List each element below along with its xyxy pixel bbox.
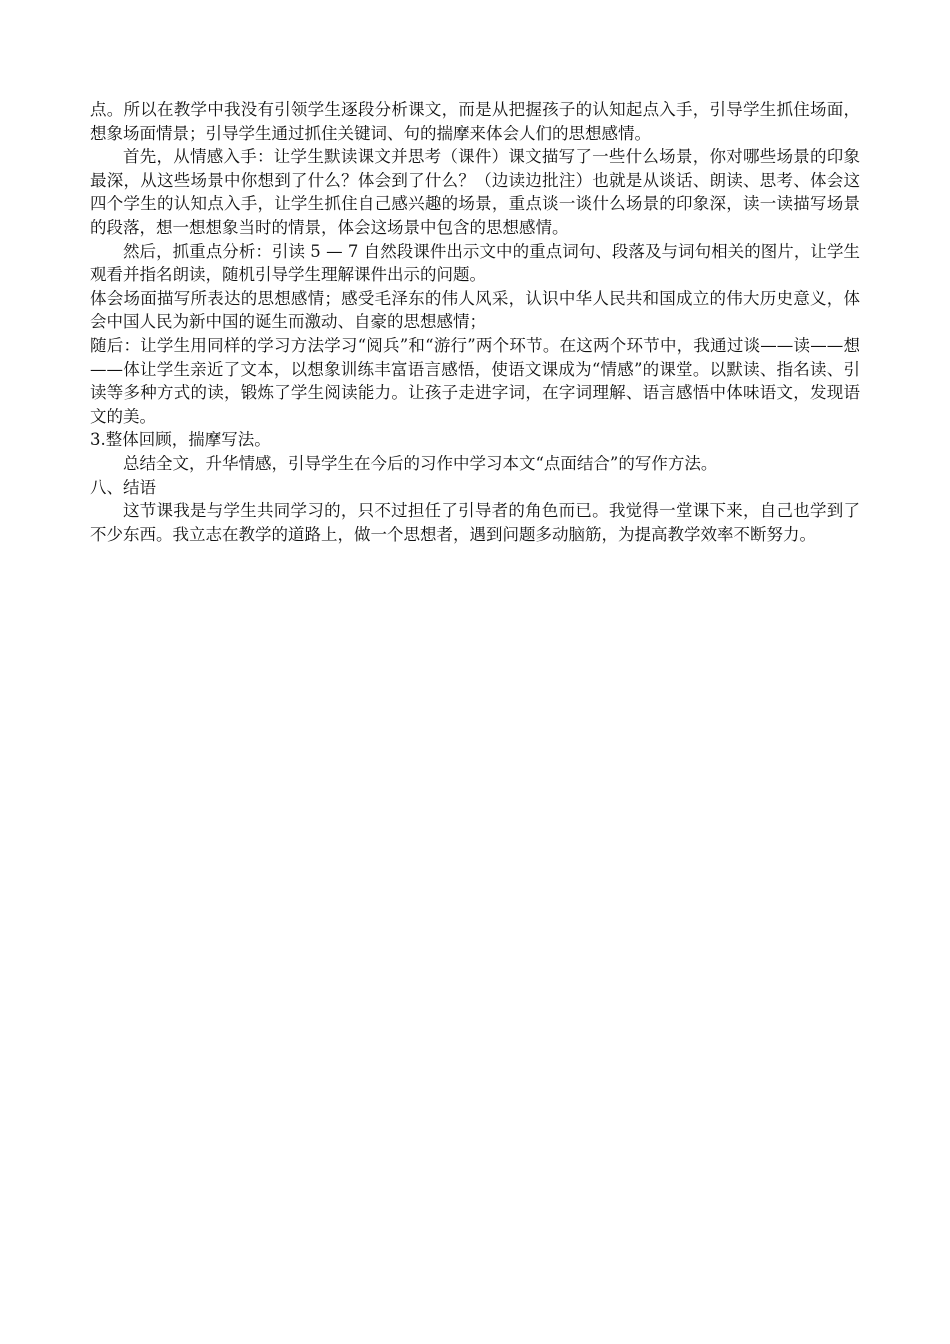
paragraph-scene-feelings: 体会场面描写所表达的思想感情；感受毛泽东的伟人风采，认识中华人民共和国成立的伟大历史意义，体会中国人民为新中国的诞生而激动、自豪的思想感情；: [90, 288, 860, 332]
document-body: [90, 98, 860, 546]
paragraph-teaching-approach: 点。所以在教学中我没有引领学生逐段分析课文，而是从把握孩子的认知起点入手，引导学生抓住场面，想象场面情景；引导学生通过抓住关键词、句的揣摩来体会人们的思想感情。: [90, 100, 860, 143]
paragraph-afterwards-method: 随后：让学生用同样的学习方法学习“阅兵”和“游行”两个环节。在这两个环节中，我通过谈——读——想——体让学生亲近了文本，以想象训练丰富语言感悟，使语文课成为“情感”的课堂。以默读、指名读、引读等多种方式的读，锻炼了学生阅读能力。让孩子走进字词，在字词理解、语言感悟中体味语文，发现语文的美。: [90, 335, 860, 426]
paragraph-review-heading: 3.整体回顾，揣摩写法。: [90, 430, 271, 450]
paragraph-summary: 总结全文，升华情感，引导学生在今后的习作中学习本文“点面结合”的写作方法。: [123, 453, 718, 473]
paragraph-then-key-analysis: 然后，抓重点分析：引读 5 — 7 自然段课件出示文中的重点词句、段落及与词句相关的图片，让学生观看并指名朗读，随机引导学生理解课件出示的问题。: [90, 241, 860, 285]
section-heading-conclusion: 八、结语: [90, 477, 156, 497]
paragraph-first-emotion: 首先，从情感入手：让学生默读课文并思考（课件）课文描写了一些什么场景，你对哪些场景的印象最深，从这些场景中你想到了什么？体会到了什么？（边读边批注）也就是从谈话、朗读、思考、体会这四个学生的认知点入手，让学生抓住自己感兴趣的场景，重点谈一谈什么场景的印象深，读一读描写场景的段落，想一想想象当时的情景，体会这场景中包含的思想感情。: [90, 147, 860, 237]
paragraph-conclusion: 这节课我是与学生共同学习的，只不过担任了引导者的角色而已。我觉得一堂课下来，自己也学到了不少东西。我立志在教学的道路上，做一个思想者，遇到问题多动脑筋，为提高教学效率不断努力。: [90, 501, 860, 544]
